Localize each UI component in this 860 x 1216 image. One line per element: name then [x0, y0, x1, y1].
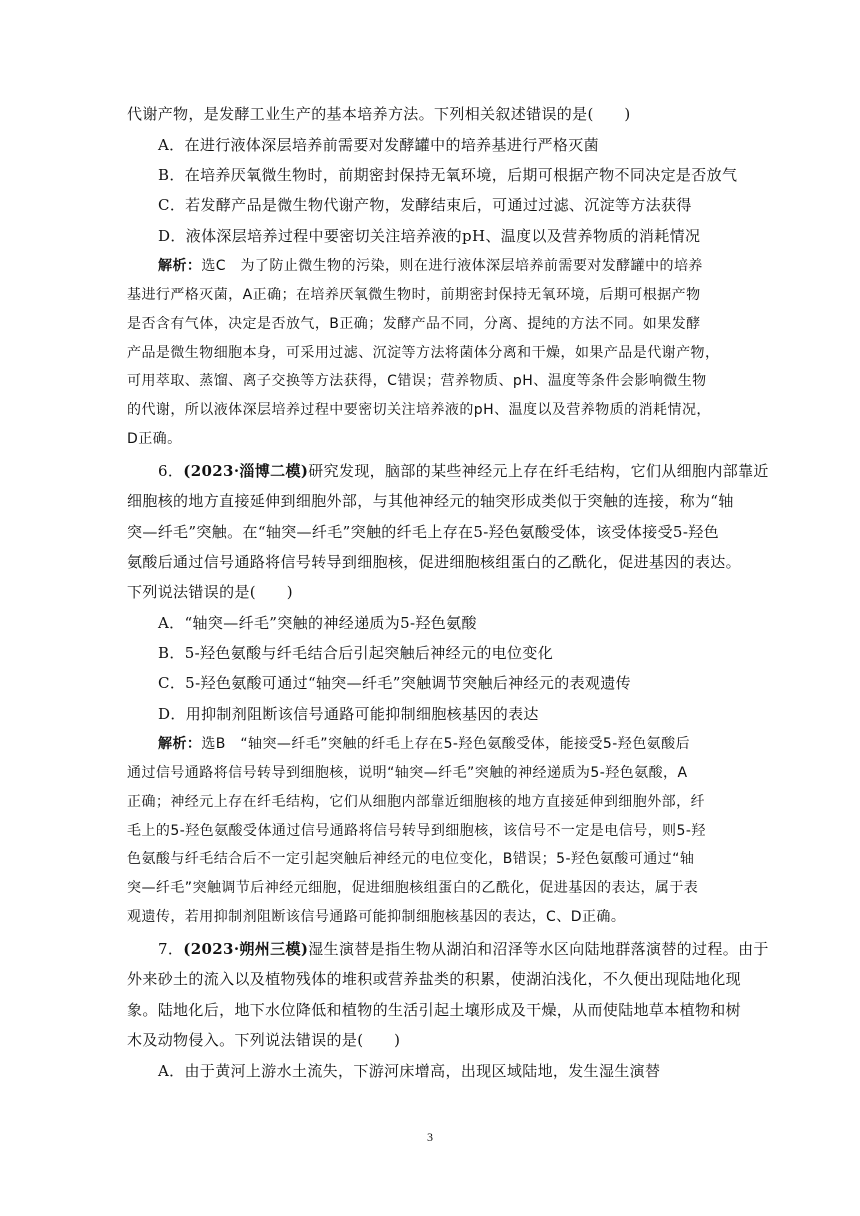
q7-source: (2023·朔州三模): [183, 940, 309, 958]
q6-option-c: C．5-羟色氨酸可通过“轴突—纤毛”突触调节突触后神经元的表观遗传: [158, 674, 631, 692]
q6-stem-line-4: 氨酸后通过信号通路将信号转导到细胞核，促进细胞核组蛋白的乙酰化，促进基因的表达。: [127, 553, 742, 571]
q6-analysis-line-1: 解析：选B “轴突—纤毛”突触的纤毛上存在5-羟色氨酸受体，能接受5-羟色氨酸后: [158, 736, 691, 752]
q6-analysis-line-7: 观遗传，若用抑制剂阻断该信号通路可能抑制细胞核基因的表达，C、D正确。: [127, 909, 626, 925]
q6-analysis-line-6: 突—纤毛”突触调节后神经元细胞，促进细胞核组蛋白的乙酰化，促进基因的表达，属于表: [127, 880, 699, 896]
q6-option-a: A．“轴突—纤毛”突触的神经递质为5-羟色氨酸: [158, 614, 477, 632]
q6-stem-line-3: 突—纤毛”突触。在“轴突—纤毛”突触的纤毛上存在5-羟色氨酸受体，该受体接受5-羟色: [127, 523, 719, 541]
q6-option-d: D．用抑制剂阻断该信号通路可能抑制细胞核基因的表达: [158, 705, 539, 723]
q5-stem-tail: 代谢产物，是发酵工业生产的基本培养方法。下列相关叙述错误的是( ): [127, 105, 631, 123]
q5-analysis-line-3: 是否含有气体，决定是否放气，B正确；发酵产品不同，分离、提纯的方法不同。如果发酵: [127, 316, 701, 332]
q6-stem-line-1: 6．(2023·淄博二模)研究发现，脑部的某些神经元上存在纤毛结构，它们从细胞内部靠近: [158, 462, 769, 480]
q6-analysis-line-4: 毛上的5-羟色氨酸受体通过信号通路将信号转导到细胞核，该信号不一定是电信号，则5-羟: [127, 823, 706, 839]
q6-stem-line-2: 细胞核的地方直接延伸到细胞外部，与其他神经元的轴突形成类似于突触的连接，称为“轴: [127, 492, 734, 510]
q5-analysis-line-1: 解析：选C 为了防止微生物的污染，则在进行液体深层培养前需要对发酵罐中的培养: [158, 258, 703, 274]
q5-option-d: D．液体深层培养过程中要密切关注培养液的pH、温度以及营养物质的消耗情况: [158, 227, 701, 245]
q6-source: (2023·淄博二模): [183, 462, 309, 480]
q7-option-a: A．由于黄河上游水土流失，下游河床增高，出现区域陆地，发生湿生演替: [158, 1062, 661, 1080]
page-number: 3: [427, 1130, 433, 1144]
q5-analysis-line-6: 的代谢，所以液体深层培养过程中要密切关注培养液的pH、温度以及营养物质的消耗情况，: [127, 402, 711, 418]
q6-analysis-label: 解析：: [158, 736, 202, 752]
q7-number: 7．: [158, 940, 184, 958]
q5-analysis-line-5: 可用萃取、蒸馏、离子交换等方法获得，C错误；营养物质、pH、温度等条件会影响微生物: [127, 373, 707, 389]
q5-analysis-label: 解析：: [158, 258, 202, 274]
q5-analysis-line-4: 产品是微生物细胞本身，可采用过滤、沉淀等方法将菌体分离和干燥，如果产品是代谢产物，: [127, 345, 720, 361]
q5-option-c: C．若发酵产品是微生物代谢产物，发酵结束后，可通过过滤、沉淀等方法获得: [158, 196, 692, 214]
q7-stem-line-4: 木及动物侵入。下列说法错误的是( ): [127, 1031, 401, 1049]
q5-option-b: B．在培养厌氧微生物时，前期密封保持无氧环境，后期可根据产物不同决定是否放气: [158, 166, 738, 184]
q6-stem-line-5: 下列说法错误的是( ): [127, 583, 293, 601]
q6-analysis-line-3: 正确；神经元上存在纤毛结构，它们从细胞内部靠近细胞核的地方直接延伸到细胞外部，纤: [127, 794, 705, 810]
q6-option-b: B．5-羟色氨酸与纤毛结合后引起突触后神经元的电位变化: [158, 644, 554, 662]
q6-number: 6．: [158, 462, 184, 480]
q7-stem-line-3: 象。陆地化后，地下水位降低和植物的生活引起土壤形成及干燥，从而使陆地草本植物和树: [127, 1001, 742, 1019]
q5-option-a: A．在进行液体深层培养前需要对发酵罐中的培养基进行严格灭菌: [158, 136, 599, 154]
q5-analysis-line-2: 基进行严格灭菌，A正确；在培养厌氧微生物时，前期密封保持无氧环境，后期可根据产物: [127, 287, 701, 303]
q7-stem-line-1: 7．(2023·朔州三模)湿生演替是指生物从湖泊和沼泽等水区向陆地群落演替的过程。由于: [158, 940, 769, 958]
q6-analysis-line-5: 色氨酸与纤毛结合后不一定引起突触后神经元的电位变化，B错误；5-羟色氨酸可通过“轴: [127, 851, 695, 867]
q6-analysis-line-2: 通过信号通路将信号转导到细胞核，说明“轴突—纤毛”突触的神经递质为5-羟色氨酸，A: [127, 765, 688, 781]
q5-analysis-line-7: D正确。: [127, 431, 182, 447]
q7-stem-line-2: 外来砂土的流入以及植物残体的堆积或营养盐类的积累，使湖泊浅化，不久便出现陆地化现: [127, 970, 742, 988]
